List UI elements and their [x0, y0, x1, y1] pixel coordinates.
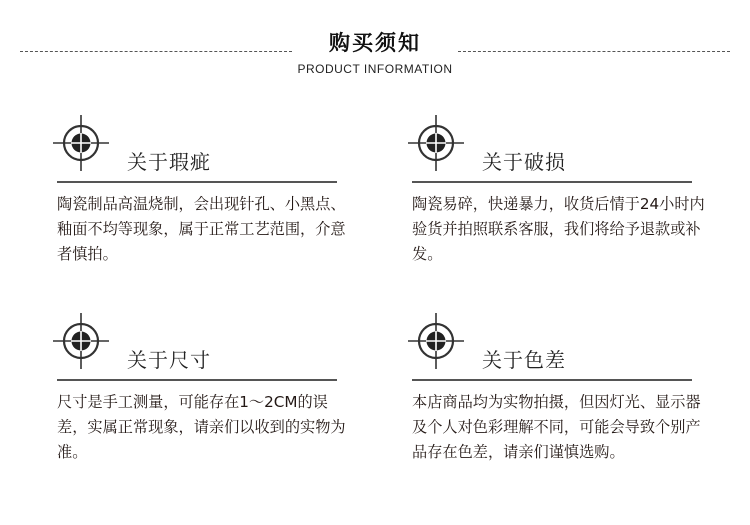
card-color-difference	[412, 313, 712, 461]
card-body: 本店商品均为实物拍摄，但因灯光、显示器及个人对色彩理解不同，可能会导致个别产品存在色差，请亲们谨慎选购。	[412, 393, 701, 461]
card-damage	[412, 115, 712, 263]
crosshair-icon	[51, 113, 111, 173]
card-divider	[412, 379, 692, 381]
card-title: 关于尺寸	[127, 348, 211, 372]
card-title: 关于色差	[482, 348, 566, 372]
card-divider	[57, 181, 337, 183]
crosshair-icon	[406, 311, 466, 371]
card-size	[57, 313, 357, 461]
page-subtitle: PRODUCT INFORMATION	[297, 62, 453, 76]
card-body: 陶瓷制品高温烧制，会出现针孔、小黑点、釉面不均等现象，属于正常工艺范围，介意者慎拍。	[57, 195, 346, 263]
card-body: 尺寸是手工测量，可能存在1～2CM的误差，实属正常现象，请亲们以收到的实物为准。	[57, 393, 346, 461]
card-divider	[57, 379, 337, 381]
card-title: 关于瑕疵	[127, 150, 211, 174]
card-title: 关于破损	[482, 150, 566, 174]
card-defects	[57, 115, 357, 263]
crosshair-icon	[51, 311, 111, 371]
crosshair-icon	[406, 113, 466, 173]
card-body: 陶瓷易碎，快递暴力，收货后情于24小时内验货并拍照联系客服，我们将给予退款或补发。	[412, 195, 705, 263]
page-title: 购买须知	[329, 31, 421, 55]
card-divider	[412, 181, 692, 183]
